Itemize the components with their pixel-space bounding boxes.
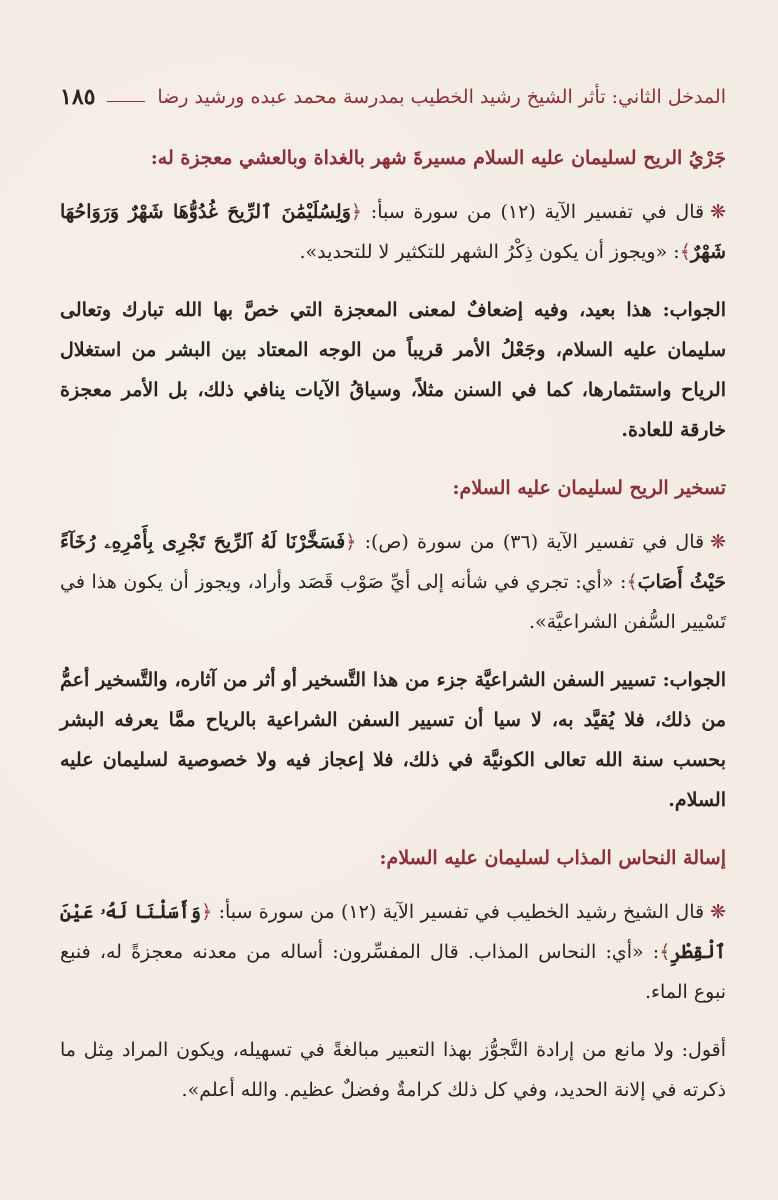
ayah-close-bracket: ﴾ [659, 941, 671, 963]
section-heading-wind-journey: جَرْيُ الريح لسليمان عليه السلام مسيرةَ شهر بالغداة وبالعشي معجزة له: [150, 147, 726, 169]
page-content [60, 138, 726, 1110]
closing-paragraph: أقول: ولا مانع من إرادة التَّجوُّز بهذا التعبير مبالغةً في تسهيله، ويكون المراد مِثل ما ذكرته في إلانة الحديد، وفي كل ذلك كرامةٌ وفضلٌ عظيم. والله أعلم». [60, 1039, 726, 1101]
ayah-text: فَسَخَّرْنَا لَهُ ٱلرِّيحَ تَجْرِى بِأَمْرِهِۦ رُخَآءً حَيْثُ أَصَابَ [60, 531, 726, 593]
quote-rest: : «أي: النحاس المذاب. قال المفسِّرون: أساله من معدنه معجزةً له، فنبع نبوع الماء. [60, 941, 726, 1003]
bullet-icon: ❋ [710, 201, 726, 223]
running-title: المدخل الثاني: تأثر الشيخ رشيد الخطيب بمدرسة محمد عبده ورشيد رضا [157, 86, 726, 108]
answer-label: الجواب: [651, 299, 726, 321]
answer-text: هذا بعيد، وفيه إضعافٌ لمعنى المعجزة التي خصَّ بها الله تبارك وتعالى سليمان عليه السلام، وجَعْلُ الأمر قريباً من الوجه المعتاد بين البشر من استغلال الرياح واستثمارها، كما في السنن مثلاً، وسياقُ الآيات ينافي ذلك، بل الأمر معجزة خارقة للعادة. [60, 299, 726, 441]
ayah-text: وَلِسُلَيْمَٰنَ ٱلرِّيحَ غُدُوُّهَا شَهْرٌ وَرَوَاحُهَا شَهْرٌ [60, 201, 726, 263]
answer-paragraph-1 [60, 290, 726, 450]
ayah-open-bracket: ﴿ [350, 201, 363, 223]
bullet-icon: ❋ [710, 531, 727, 553]
page-header [60, 80, 726, 114]
quote-intro: قال في تفسير الآية (٣٦) من سورة (ص): [356, 531, 705, 553]
quote-intro: قال الشيخ رشيد الخطيب في تفسير الآية (١٢) من سورة سبأ: [212, 901, 705, 923]
bullet-icon: ❋ [710, 901, 726, 923]
answer-label: الجواب: [655, 669, 726, 691]
section-heading-molten-copper: إسالة النحاس المذاب لسليمان عليه السلام: [379, 847, 726, 869]
quote-intro: قال في تفسير الآية (١٢) من سورة سبأ: [362, 201, 705, 223]
answer-paragraph-2 [60, 660, 726, 820]
header-rule [107, 101, 145, 102]
section-heading-wind-subjugation: تسخير الريح لسليمان عليه السلام: [452, 477, 726, 499]
quote-paragraph-3 [60, 892, 726, 1012]
page-number: ١٨٥ [60, 84, 96, 110]
quote-paragraph-2 [60, 522, 726, 642]
ayah-open-bracket: ﴿ [201, 901, 213, 923]
ayah-close-bracket: ﴾ [626, 571, 638, 593]
quote-paragraph-1 [60, 192, 726, 272]
ayah-text: وَأَسَلْنَا لَهُۥ عَيْنَ ٱلْقِطْرِ [60, 901, 726, 963]
quote-rest: : «ويجوز أن يكون ذِكْرُ الشهر للتكثير لا للتحديد». [299, 241, 680, 263]
ayah-open-bracket: ﴿ [345, 531, 357, 553]
quote-rest: : «أي: تجري في شأنه إلى أيِّ صَوْب قَصَد وأراد، ويجوز أن يكون هذا في تَسْيير السُّفن الشراعيَّة». [60, 571, 726, 633]
answer-text: تسيير السفن الشراعيَّة جزء من هذا التَّسخير أو أثر من آثاره، والتَّسخير أعمُّ من ذلك، فلا يُقيَّد به، لا سيا أن تسيير السفن الشراعية بالرياح ممَّا يعرفه البشر بحسب سنة الله تعالى الكونيَّة في ذلك، فلا إعجاز فيه ولا خصوصية لسليمان عليه السلام. [60, 669, 726, 811]
ayah-close-bracket: ﴾ [679, 241, 691, 263]
